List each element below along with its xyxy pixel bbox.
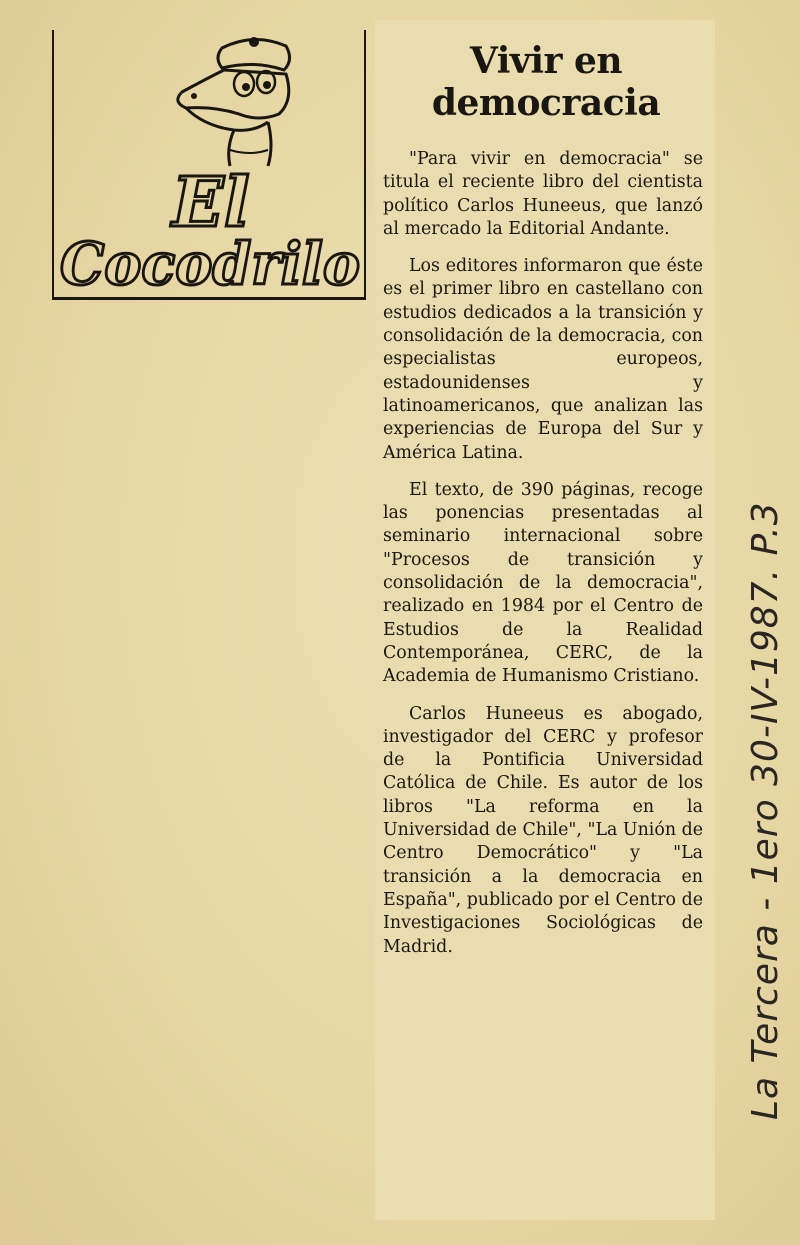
article-paragraph: "Para vivir en democracia" se titula el reciente libro del cientista político Carlos Huneeus, que lanzó al mercado la Editorial Andante. [383, 149, 703, 239]
logo-line2: Cocodrilo [60, 230, 360, 298]
column-logo [52, 30, 366, 300]
headline [396, 40, 696, 124]
article-paragraph: El texto, de 390 páginas, recoge las ponencias presentadas al seminario internacional sobre "Procesos de transición y consolidación de la democracia", realizado en 1984 por el Centro de Estudios de la Realidad Contemporánea, CERC, de la Academia de Humanismo Cristiano. [383, 479, 703, 687]
headline-line1: Vivir en [469, 40, 623, 82]
article-paragraph: Carlos Huneeus es abogado, investigador del CERC y profesor de la Pontificia Universidad Católica de Chile. Es autor de los libros "La reforma en la Universidad de Chile", "La Unión de Centro Democrático" y "La transición a la democracia en España", publicado por el Centro de Investigaciones Sociológicas de Madrid. [383, 703, 703, 957]
logo-line1: El [172, 163, 250, 243]
handwritten-source-note: La Tercera - 1ero 30-IV-1987. P.3 [745, 501, 786, 1120]
article-paragraph: Los editores informaron que éste es el primer libro en castellano con estudios dedicados a la transición y consolidación de la democracia, con especialistas europeos, estadounidenses y latinoamericanos, que analizan las experiencias de Europa del Sur y América Latina. [383, 256, 703, 463]
crocodile-mascot-icon [54, 30, 368, 300]
article-body [383, 148, 703, 973]
headline-line2: democracia [431, 82, 661, 124]
